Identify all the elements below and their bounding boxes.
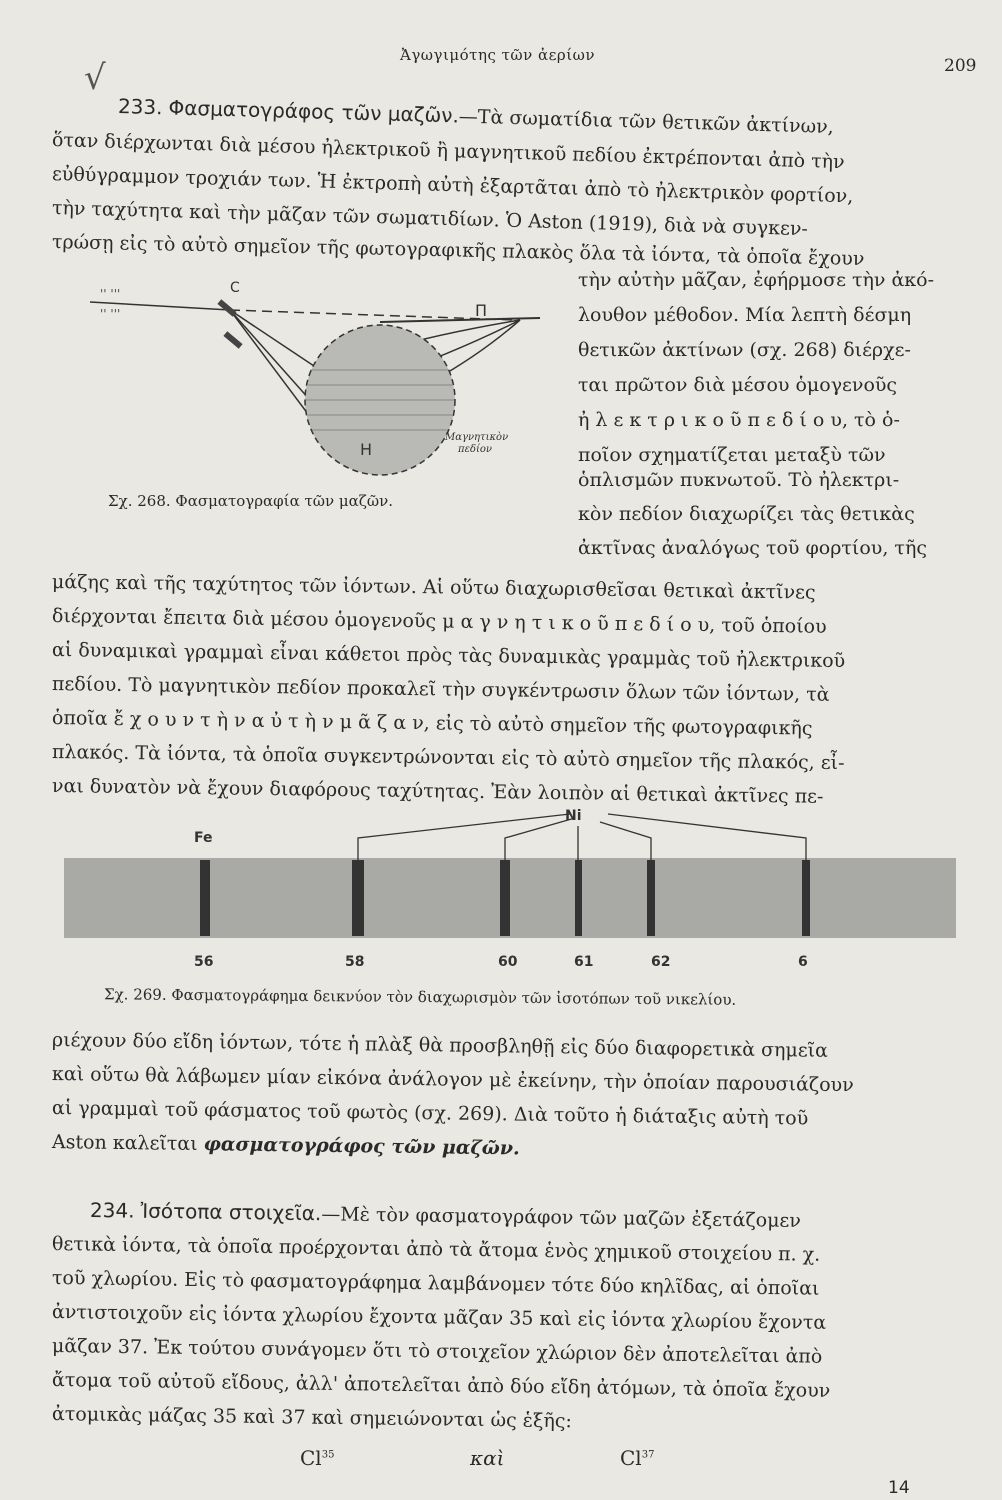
capacitor-plate-lower [223, 331, 242, 348]
handwritten-check-mark: √ [84, 58, 106, 98]
section-233-line-3: εὐθύγραμμον τροχιάν των. Ἡ ἐκτροπὴ αὐτὴ ἐξαρτᾶται ἀπὸ τὸ ἠλεκτρικὸν φορτίον, [51, 163, 854, 208]
section-234-line-1: —Μὲ τὸν φασματογράφον τῶν μαζῶν ἐξετάζομεν [321, 1203, 802, 1232]
section-234-line-7: ἀτομικὰς μάζας 35 καὶ 37 καὶ σημειώνονται ὡς ἑξῆς: [51, 1403, 573, 1433]
line-mass-56 [200, 860, 210, 936]
section-234-line-5: μᾶζαν 37. Ἐκ τούτου συνάγομεν ὅτι τὸ στοιχεῖον χλώριον δὲν ἀποτελεῖται ἀπὸ [51, 1335, 823, 1368]
page-number: 209 [944, 56, 977, 76]
section-234-number: 234. [89, 1198, 135, 1223]
formula-cl-37 [620, 1446, 654, 1470]
field-label-1: Μαγνητικὸν [445, 432, 509, 443]
line-mass-60 [500, 860, 510, 936]
after-figure-line-1: ριέχουν δύο εἴδη ἰόντων, τότε ἡ πλὰξ θὰ προσβληθῇ εἰς δύο διαφορετικὰ σημεῖα [51, 1029, 829, 1062]
continuation-line-4: πεδίου. Τὸ μαγνητικὸν πεδίον προκαλεῖ τὴν συγκέντρωσιν ὅλων τῶν ἰόντων, τὰ [51, 673, 830, 706]
continuation-line-3: αἱ δυναμικαὶ γραμμαὶ εἶναι κάθετοι πρὸς τὰς δυναμικὰς γραμμὰς τοῦ ἠλεκτρικοῦ [51, 639, 846, 673]
formula-left-mass: 35 [321, 1449, 335, 1461]
formula-cl-35 [300, 1446, 334, 1470]
figure-268-caption: Σχ. 268. Φασματογραφία τῶν μαζῶν. [108, 492, 394, 510]
right-column-line-7: ὁπλισμῶν πυκνωτοῦ. Τὸ ἠλεκτρι- [578, 469, 900, 491]
signature-number: 14 [888, 1478, 910, 1498]
line-mass-64 [802, 860, 810, 936]
line-mass-61 [575, 860, 582, 936]
mass-label-56: 56 [194, 954, 214, 970]
line-mass-58 [352, 860, 364, 936]
right-column-line-6: ποῖον σχηματίζεται μεταξὺ τῶν [578, 444, 886, 466]
right-column-line-1: τὴν αὐτὴν μᾶζαν, ἐφήρμοσε τὴν ἀκό- [578, 269, 935, 291]
aston-prefix: Aston καλεῖται [51, 1131, 198, 1156]
continuation-line-2: διέρχονται ἔπειτα διὰ μέσου ὁμογενοῦς μ α γ ν η τ ι κ ο ῦ π ε δ ί ο υ, τοῦ ὁποίου [51, 605, 827, 638]
section-234-title: Ἰσότοπα στοιχεῖα. [140, 1198, 322, 1226]
after-figure-line-3: αἱ γραμμαὶ τοῦ φάσματος τοῦ φωτὸς (σχ. 269). Διὰ τοῦτο ἡ διάταξις αὐτὴ τοῦ [51, 1097, 809, 1130]
mass-label-64: 6 [798, 954, 808, 970]
mass-label-62: 62 [651, 954, 671, 970]
ni-bracket-58 [358, 814, 570, 860]
figure-268-diagram [80, 270, 550, 480]
right-column-line-3: θετικῶν ἀκτίνων (σχ. 268) διέρχε- [578, 339, 911, 361]
undeflected-path-line [230, 310, 515, 320]
mass-label-58: 58 [345, 954, 365, 970]
section-233-line-1: —Τὰ σωματίδια τῶν θετικῶν ἀκτίνων, [458, 105, 835, 138]
mass-spectrograph-term: φασματογράφος τῶν μαζῶν. [203, 1133, 520, 1160]
line-mass-62 [647, 860, 655, 936]
right-column-line-2: λουθον μέθοδον. Μία λεπτὴ δέσμη [578, 304, 912, 326]
label-h: H [360, 440, 373, 459]
capacitor-plate-upper [217, 299, 236, 316]
formula-right-mass: 37 [641, 1449, 655, 1461]
label-fe: Fe [194, 830, 213, 846]
label-ni: Ni [565, 808, 582, 824]
field-label-2: πεδίον [458, 444, 492, 455]
right-column-line-4: ται πρῶτον διὰ μέσου ὁμογενοῦς [578, 374, 898, 396]
mass-label-61: 61 [574, 954, 594, 970]
continuation-line-1: μάζης καὶ τῆς ταχύτητος τῶν ἰόντων. Αἱ οὕτω διαχωρισθεῖσαι θετικαὶ ἀκτῖνες [51, 571, 816, 604]
mass-label-60: 60 [498, 954, 518, 970]
section-234-line-4: ἀντιστοιχοῦν εἰς ἰόντα χλωρίου ἔχοντα μᾶζαν 35 καὶ εἰς ἰόντα χλωρίου ἔχοντα [51, 1301, 827, 1334]
continuation-line-7: ναι δυνατὸν νὰ ἔχουν διαφόρους ταχύτητας. Ἐὰν λοιπὸν αἱ θετικαὶ ἀκτῖνες πε- [51, 775, 824, 808]
ni-bracket-62 [600, 822, 651, 860]
figure-269-spectrum [60, 808, 960, 953]
section-233-line-4: τὴν ταχύτητα καὶ τὴν μᾶζαν τῶν σωματιδίων. Ὁ Aston (1919), διὰ νὰ συγκεν- [51, 197, 809, 241]
after-figure-line-4 [52, 1130, 962, 1167]
after-figure-line-2: καὶ οὕτω θὰ λάβωμεν μίαν εἰκόνα ἀνάλογον μὲ ἐκείνην, τὴν ὁποίαν παρουσιάζουν [51, 1063, 854, 1097]
formula-left-symbol: Cl [300, 1446, 322, 1470]
section-233-line-5: τρώσῃ εἰς τὸ αὐτὸ σημεῖον τῆς φωτογραφικῆς πλακὸς ὅλα τὰ ἰόντα, τὰ ὁποῖα ἔχουν [51, 231, 865, 271]
ni-bracket-60 [505, 818, 575, 860]
svg-text:'' ''': '' ''' [100, 287, 121, 301]
ni-bracket-64 [608, 814, 806, 860]
right-column-line-5: ἠ λ ε κ τ ρ ι κ ο ῦ π ε δ ί ο υ, τὸ ὁ- [578, 409, 900, 431]
right-column-line-8: κὸν πεδίον διαχωρίζει τὰς θετικὰς [578, 503, 915, 525]
section-233-title: Φασματογράφος τῶν μαζῶν. [168, 95, 460, 128]
section-233-line-2: ὅταν διέρχωνται διὰ μέσου ἠλεκτρικοῦ ἢ μαγνητικοῦ πεδίου ἐκτρέπονται ἀπὸ τὴν [51, 129, 845, 174]
svg-text:'' ''': '' ''' [100, 307, 121, 321]
section-234-line-2: θετικὰ ἰόντα, τὰ ὁποῖα προέρχονται ἀπὸ τὰ ἄτομα ἑνὸς χημικοῦ στοιχείου π. χ. [51, 1233, 821, 1266]
section-234-line-3: τοῦ χλωρίου. Εἰς τὸ φασματογράφημα λαμβάνομεν τότε δύο κηλῖδας, αἱ ὁποῖαι [51, 1267, 820, 1300]
right-column-line-9: ἀκτῖνας ἀναλόγως τοῦ φορτίου, τῆς [578, 537, 927, 559]
section-234-heading-line [90, 1198, 962, 1235]
label-pi: Π [475, 301, 488, 320]
running-head: Ἀγωγιμότης τῶν ἀερίων [400, 46, 595, 64]
section-234-line-6: ἄτομα τοῦ αὐτοῦ εἴδους, ἀλλ' ἀποτελεῖται ἀπὸ δύο εἴδη ἀτόμων, τὰ ὁποῖα ἔχουν [51, 1369, 831, 1402]
figure-269-caption: Σχ. 269. Φασματογράφημα δεικνύον τὸν διαχωρισμὸν τῶν ἰσοτόπων τοῦ νικελίου. [103, 985, 737, 1009]
formula-conjunction: καὶ [470, 1446, 505, 1470]
section-233-number: 233. [117, 94, 163, 120]
continuation-line-5: ὁποῖα ἔ χ ο υ ν τ ὴ ν α ὐ τ ὴ ν μ ᾶ ζ α ν, εἰς τὸ αὐτὸ σημεῖον τῆς φωτογραφικῆς [51, 707, 813, 740]
label-c: C [230, 280, 240, 296]
continuation-line-6: πλακός. Τὰ ἰόντα, τὰ ὁποῖα συγκεντρώνονται εἰς τὸ αὐτὸ σημεῖον τῆς πλακός, εἶ- [51, 741, 845, 775]
formula-right-symbol: Cl [620, 1446, 642, 1470]
